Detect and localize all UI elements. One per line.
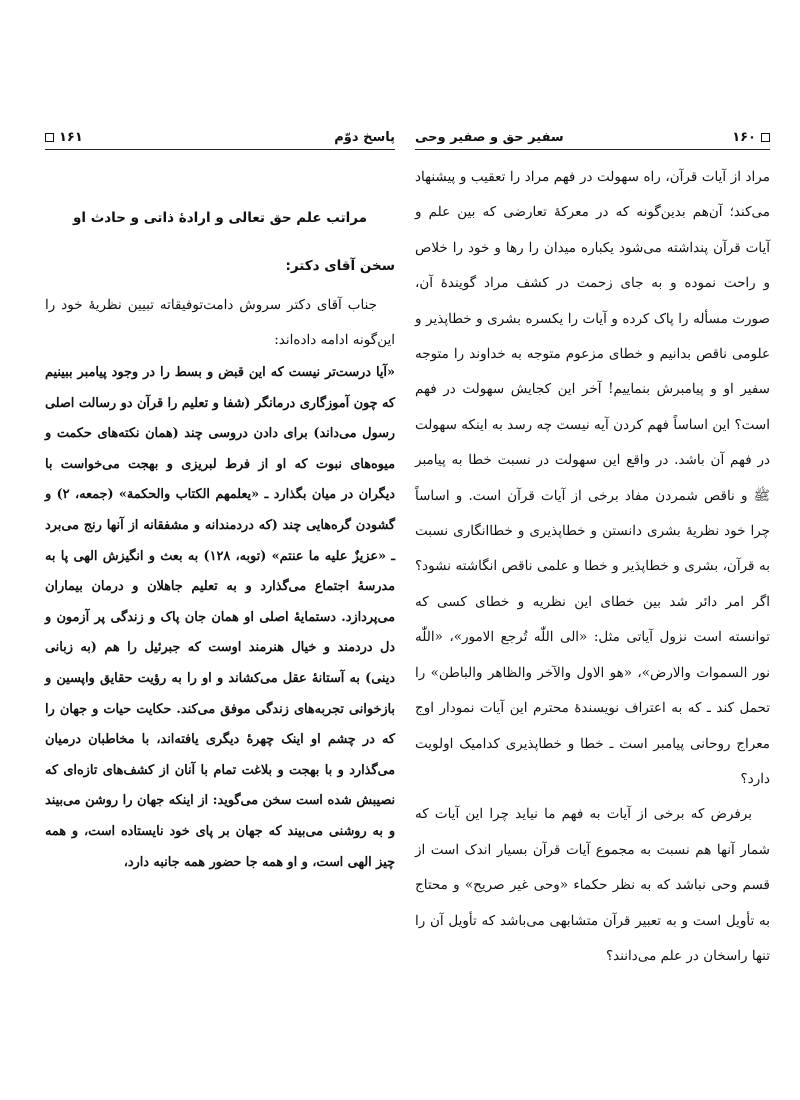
right-page-body <box>415 160 770 974</box>
quote-paragraph: «آیا درست‌تر نیست که این قبض و بسط را در وجود پیامبر ببینیم که چون آموزگاری درمانگر (شفا و تعلیم را قرآن دو رسالت اصلی رسول می‌داند) برای دادن دروسی چند (همان نکته‌های حکمت و میوه‌های نبوت که او از فرط لبریزی و بهجت می‌خواست با دیگران در میان بگذارد ـ «یعلمهم الکتاب والحکمة» (جمعه، ۲) و گشودن گره‌هایی چند (که دردمندانه و مشفقانه از آنها رنج می‌برد ـ «عزیزٌ علیه ما عنتم» (توبه، ۱۲۸) به بعث و انگیزش الهی پا به مدرسهٔ اجتماع می‌گذارد و به تعلیم جاهلان و درمان بیماران می‌پردازد. دستمایهٔ اصلی او همان جان پاک و زندگی پر آزمون و دل دردمند و خیال هنرمند اوست که جبرئیل را هم (به زبانی دینی) به آستانهٔ عقل می‌کشاند و او را به رؤیت حقایق واپسین و بازخوانی تجربه‌های زندگی موفق می‌کند. حکایت حیات و جهان را که در چشم او اینک چهرهٔ دیگری یافته‌اند، با مخاطبان درمیان می‌گذارد و با بهجت و بلاغت تمام با آنان از کشف‌های تازه‌ای که نصیبش شده است سخن می‌گوید: از اینکه جهان را روشن می‌بیند و به روشنی می‌بیند که جهان بر پای خود نایستاده است، و همه چیز الهی است، و او همه جا حضور همه جانبه دارد، <box>45 365 395 870</box>
square-icon <box>45 133 54 142</box>
left-page <box>45 0 395 1100</box>
right-running-title: سفیر حق و صفیر وحی <box>415 130 564 145</box>
paragraph: مراد از آیات قرآن، راه سهولت در فهم مراد را تعقیب و پیشنهاد می‌کند؛ آن‌هم بدین‌گونه که در معرکهٔ تعارضی که بین علم و آیات قرآن پنداشته می‌شود یکباره میدان را رها و خود را خلاص و راحت نموده و به جای زحمت در کشف مراد گویندهٔ آن، صورت مسأله را پاک کرده و آیات را یکسره بشری و خطاپذیر و علومی ناقص بدانیم و خطای مزعوم متوجه به خداوند را متوجه سفیر او و پیامبرش بنماییم! آخر این کجایش سهولت در فهم است؟ این اساساً فهم کردن آیه نیست چه رسد به اینکه سهولت در فهم آن باشد. در واقع این سهولت در نسبت خطا به پیامبر ﷺ و ناقص شمردن مفاد برخی از آیات قرآن است. و اساساً چرا خود نظریهٔ بشری دانستن و خطاپذیری و خطاانگاری نسبت به قرآن، بشری و خطاپذیر و خطا و علمی ناقص انگاشته نشود؟ اگر امر دائر شد بین خطای این نظریه و خطای کسی که توانسته است نزول آیاتی مثل: «الی اللّٰه تُرجع الامور»، «اللّٰه نور السموات والارض»، «هو الاول والآخر والظاهر والباطن» را تحمل کند ـ که به اعتراف نویسندهٔ محترم این آیات نمودار اوج معراج روحانی پیامبر است ـ خطا و خطاپذیری کدامیک اولویت دارد؟ <box>415 169 770 787</box>
left-page-body <box>45 288 395 878</box>
section-title: مراتب علم حق تعالی و ارادهٔ ذاتی و حادث او <box>72 210 368 226</box>
left-page-header <box>45 120 395 150</box>
square-icon <box>761 133 770 142</box>
right-page-header <box>415 120 770 150</box>
left-running-title: پاسخ دوّم <box>334 130 395 145</box>
paragraph: برفرض که برخی از آیات به فهم ما نیاید چرا این آیات که شمار آنها هم نسبت به مجموع آیات قرآن بسیار اندک است از قسم وحی نباشد که به نظر حکماء «وحی غیر صریح» و محتاج به تأویل است و به تعبیر قرآن متشابهی می‌باشد که تأویل آن را تنها راسخان در علم می‌دانند؟ <box>415 806 770 964</box>
left-page-number: ۱۶۱ <box>45 130 83 145</box>
right-page-number: ۱۶۰ <box>732 130 770 145</box>
right-page <box>415 0 770 1100</box>
intro-paragraph: جناب آقای دکتر سروش دامت‌توفیقاته تبیین نظریهٔ خود را این‌گونه ادامه داده‌اند: <box>45 297 395 348</box>
speaker-heading: سخن آقای دکتر: <box>285 258 395 274</box>
